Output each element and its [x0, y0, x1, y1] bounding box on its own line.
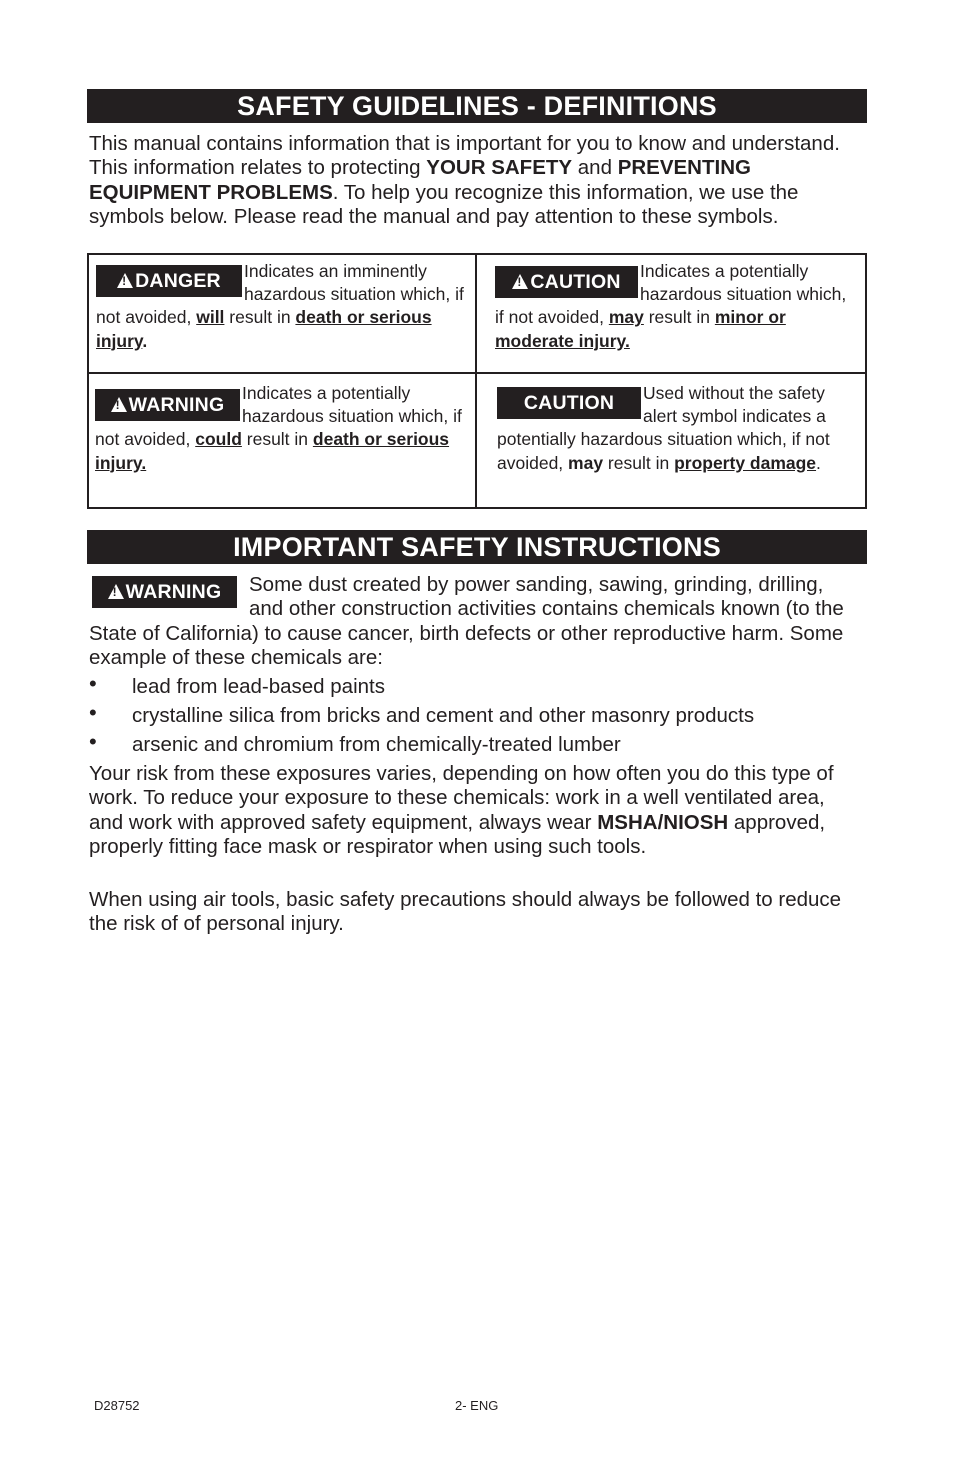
danger-badge: [96, 265, 242, 297]
risk-text-1: Your risk from these exposures varies, depending on how often you do this type of work. To reduce your exposure to these chemicals: work in a well ventilated area, and work with approved safety equipment, always wear: [89, 762, 834, 834]
table-divider-vertical: [475, 255, 477, 507]
chemical-list: [89, 671, 859, 761]
bullet-icon: •: [89, 671, 97, 696]
alert-triangle-icon: [111, 397, 127, 412]
danger-text-3: .: [142, 330, 148, 351]
danger-text-1: Indicates an imminently hazardous situation which, if not avoided,: [96, 261, 464, 328]
caution-alert-text-1: Indicates a potentially hazardous situation which, if not avoided,: [495, 261, 847, 328]
warning-text-1: Indicates a potentially hazardous situation which, if not avoided,: [95, 383, 462, 450]
bullet-icon: •: [89, 700, 97, 725]
intro-text-1: This manual contains information that is important for you to know and understand. This information relates to protecting: [89, 132, 840, 180]
intro-paragraph: [89, 132, 859, 229]
prop65-warning-label: WARNING: [125, 581, 222, 603]
alert-triangle-icon: [117, 273, 133, 288]
caution-plain-label: CAUTION: [523, 392, 615, 414]
alert-triangle-icon: [512, 274, 528, 289]
danger-text-2: result in: [224, 307, 296, 328]
definitions-table: [87, 253, 867, 509]
caution-alert-emph-consequence: minor or moderate injury.: [495, 307, 786, 351]
definition-caution-alert: [495, 260, 857, 353]
warning-badge: [95, 389, 240, 421]
warning-emph-consequence: death or serious injury.: [95, 429, 450, 473]
caution-alert-badge: [495, 266, 638, 298]
intro-text-3: . To help you recognize this information, we use the symbols below. Please read the manual and pay attention to these symbols.: [89, 180, 799, 228]
caution-plain-text-1: Used without the safety alert symbol indicates a potentially hazardous situation which, if not avoided,: [497, 383, 830, 473]
caution-plain-badge: [497, 387, 641, 419]
section-title-safety-guidelines: SAFETY GUIDELINES - DEFINITIONS: [87, 89, 867, 123]
section-title-important-instructions: IMPORTANT SAFETY INSTRUCTIONS: [87, 530, 867, 564]
list-item: [89, 700, 859, 732]
closing-paragraph: When using air tools, basic safety precautions should always be followed to reduce the risk of of personal injury.: [89, 888, 842, 936]
footer-page-number: 2- ENG: [455, 1398, 499, 1413]
intro-bold-your-safety: YOUR SAFETY: [426, 156, 573, 180]
footer-doc-number: D28752: [94, 1398, 140, 1413]
intro-bold-preventing-problems: PREVENTING EQUIPMENT PROBLEMS: [89, 156, 751, 204]
risk-bold-msha-niosh: MSHA/NIOSH: [597, 810, 729, 834]
table-divider-horizontal: [89, 372, 865, 374]
risk-text-2: approved, properly fitting face mask or respirator when using such tools.: [89, 810, 826, 858]
list-item: [89, 671, 859, 703]
prop65-warning-text: Some dust created by power sanding, sawing, grinding, drilling, and other construction activities contains chemicals known (to the State of California) to cause cancer, birth defects or other reproductive harm. Some example of these chemicals are:: [89, 573, 844, 669]
list-item-text: crystalline silica from bricks and cement and other masonry products: [132, 704, 755, 727]
list-item-text: lead from lead-based paints: [132, 675, 385, 698]
warning-label: WARNING: [128, 394, 225, 416]
danger-label: DANGER: [135, 270, 221, 292]
list-item-text: arsenic and chromium from chemically-treated lumber: [132, 733, 621, 756]
danger-emph-consequence: death or serious injury: [96, 307, 432, 351]
caution-plain-text-3: .: [816, 452, 821, 473]
caution-plain-emph-may: may: [568, 452, 604, 473]
definition-warning: [95, 382, 465, 475]
caution-plain-emph-consequence: property damage: [674, 452, 817, 473]
danger-emph-will: will: [196, 307, 225, 328]
risk-paragraph: [89, 762, 859, 859]
intro-text-2: and: [572, 156, 618, 180]
caution-plain-text-2: result in: [603, 452, 675, 473]
bullet-icon: •: [89, 729, 97, 754]
warning-paragraph: [89, 573, 859, 670]
definition-caution-plain: [497, 382, 859, 475]
list-item: [89, 729, 859, 761]
prop65-warning-badge: [92, 576, 237, 608]
alert-triangle-icon: [108, 584, 124, 599]
caution-alert-emph-may: may: [608, 307, 644, 328]
warning-text-2: result in: [241, 429, 313, 450]
definition-danger: [96, 260, 464, 353]
caution-alert-label: CAUTION: [530, 271, 621, 293]
warning-emph-could: could: [195, 429, 242, 450]
caution-alert-text-2: result in: [643, 307, 715, 328]
